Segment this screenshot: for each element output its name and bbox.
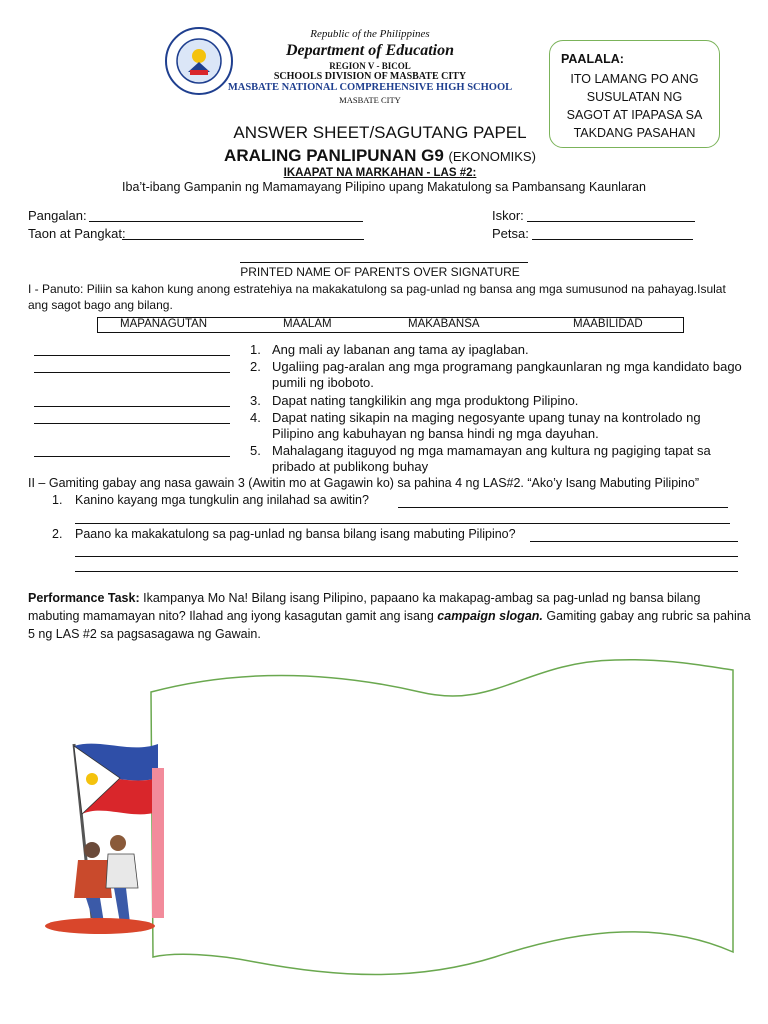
item-text-line: Pilipino ang kabuhayan ng bansa hindi ng mga dayuhan. [272,426,599,441]
part2-instruction: II – Gamiting gabay ang nasa gawain 3 (Awitin mo at Gagawin ko) sa pahina 4 ng LAS#2. “Ako’y Isang Mabuting Pilipino” [28,476,699,490]
item-text-line: pribado at publikong buhay [272,459,429,474]
item-text-line: Dapat nating tangkilikin ang mga produktong Pilipino. [272,393,579,408]
answer-line-4[interactable] [34,423,230,424]
item-text-line: Dapat nating sikapin na maging negosyante upang tunay na kontrolado ng [272,410,701,425]
choice-item: MAKABANSA [408,318,480,330]
name-field[interactable] [89,221,363,222]
item-text [272,410,742,442]
question-number: 2. [52,527,63,541]
subject-name: ARALING PANLIPUNAN G9 [224,146,444,165]
republic-line: Republic of the Philippines [310,28,430,40]
subject-title [160,146,600,166]
answer-line-q1[interactable] [398,507,728,508]
question-text: Paano ka makakatulong sa pag-unlad ng bansa bilang isang mabuting Pilipino? [75,527,516,541]
item-number: 3. [250,393,261,408]
answer-line-q2c[interactable] [75,571,738,572]
school-name: MASBATE NATIONAL COMPREHENSIVE HIGH SCHOOL [227,82,513,93]
year-section-field[interactable] [122,239,364,240]
parent-signature-label: PRINTED NAME OF PARENTS OVER SIGNATURE [240,265,520,279]
name-label: Pangalan: [28,208,87,223]
performance-emphasis: campaign slogan. [437,609,543,623]
choice-item: MAALAM [283,318,332,330]
flag-raising-illustration [30,738,170,938]
performance-text: Gamiting gabay ang rubric sa pahina 5 ng LAS #2 sa pagsasagawa ng Gawain. [28,609,751,641]
date-field[interactable] [532,239,693,240]
item-number: 4. [250,410,261,425]
item-text-line: Ang mali ay labanan ang tama ay ipaglaban. [272,342,529,357]
answer-line-q2b[interactable] [75,556,738,557]
answer-line-q2[interactable] [530,541,738,542]
campaign-banner-frame[interactable] [145,652,740,1020]
paalala-line: SUSULATAN NG [586,90,683,104]
paalala-line: ITO LAMANG PO ANG [570,72,699,86]
parent-signature-field[interactable] [240,262,528,263]
answer-line-1[interactable] [34,355,230,356]
answer-line-3[interactable] [34,406,230,407]
paalala-title: PAALALA: [561,52,624,66]
date-label: Petsa: [492,226,529,241]
city-line: MASBATE CITY [339,95,401,105]
item-text [272,393,742,409]
performance-task [28,589,753,643]
item-number: 1. [250,342,261,357]
item-number: 2. [250,359,261,374]
item-text [272,342,742,358]
item-text-line: Mahalagang itaguyod ng mga mamamayan ang kultura ng pagiging tapat sa [272,443,711,458]
paalala-line: TAKDANG PASAHAN [573,126,696,140]
item-text-line: Ugaliing pag-aralan ang mga programang pangkaunlaran ng mga kandidato bago [272,359,742,374]
question-number: 1. [52,493,63,507]
part1-instruction: I - Panuto: Piliin sa kahon kung anong estratehiya na makakatulong sa pag-unlad ng bansa ang mga sumusunod na pahayag.Isulat ang sagot bago ang bilang. [28,282,726,312]
answer-line-5[interactable] [34,456,230,457]
answer-sheet-title: ANSWER SHEET/SAGUTANG PAPEL [233,123,527,142]
topic-line: Iba’t-ibang Gampanin ng Mamamayang Pilipino upang Makatulong sa Pambansang Kaunlaran [122,180,646,194]
performance-label: Performance Task: [28,591,140,605]
score-label: Iskor: [492,208,524,223]
choices-box [97,317,684,333]
item-text [272,443,742,475]
year-section-label: Taon at Pangkat: [28,226,126,241]
choice-item: MAPANAGUTAN [120,318,208,330]
region-line: REGION V - BICOL [329,61,411,71]
item-number: 5. [250,443,261,458]
paalala-line: SAGOT AT IPAPASA SA [566,108,703,122]
division-line: SCHOOLS DIVISION OF MASBATE CITY [273,71,467,82]
subject-note: (EKONOMIKS) [448,149,536,164]
department-name: Department of Education [285,42,454,59]
item-text [272,359,742,391]
score-field[interactable] [527,221,695,222]
answer-line-2[interactable] [34,372,230,373]
quarter-heading: IKAAPAT NA MARKAHAN - LAS #2: [283,167,477,179]
choice-item: MAABILIDAD [573,318,643,330]
answer-line-q1b[interactable] [75,523,730,524]
question-text: Kanino kayang mga tungkulin ang inilahad sa awitin? [75,493,369,507]
performance-text: Ikampanya Mo Na! Bilang isang Pilipino, papaano ka makapag-ambag sa pag-unlad ng bansa bilang mabuting mamamayan nito? Ilahad ang iyong kasagutan gamit ang isang [28,591,701,623]
item-text-line: pumili ng iboboto. [272,375,374,390]
